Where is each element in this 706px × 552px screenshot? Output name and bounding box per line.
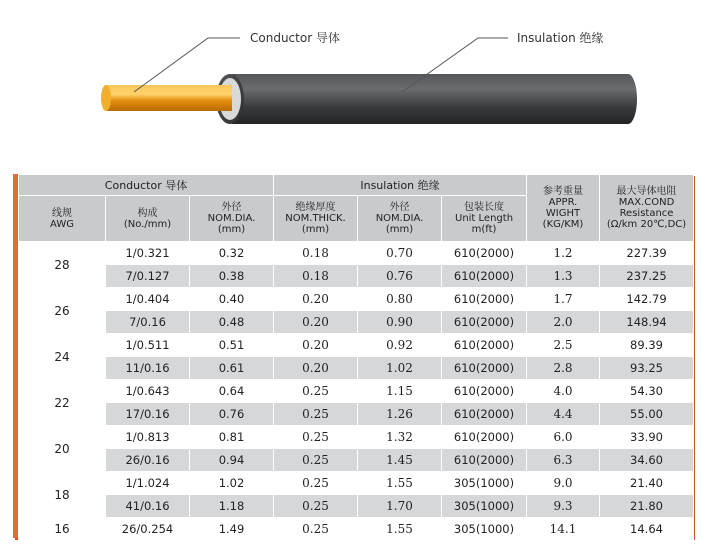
- cell-od-conductor: 0.40: [190, 288, 274, 311]
- cell-weight: 2.8: [527, 357, 600, 380]
- spec-table: [18, 174, 694, 541]
- cell-length: 610(2000): [442, 380, 527, 403]
- col-header-od-conductor: 外径 NOM.DIA. (mm): [190, 196, 274, 242]
- cell-length: 610(2000): [442, 357, 527, 380]
- cell-od-insulation: 0.76: [358, 265, 442, 288]
- cell-construction: 1/0.321: [106, 242, 190, 265]
- cell-awg: 18: [19, 472, 106, 518]
- conductor-core: [106, 85, 232, 111]
- col-header-length: 包装长度 Unit Length m(ft): [442, 196, 527, 242]
- table-row: [19, 403, 694, 426]
- cell-weight: 1.3: [527, 265, 600, 288]
- table-row: [19, 449, 694, 472]
- table-row: [19, 472, 694, 495]
- cell-thickness: 0.25: [274, 518, 358, 541]
- cell-length: 610(2000): [442, 288, 527, 311]
- cable-illustration: [0, 0, 706, 160]
- cell-length: 305(1000): [442, 518, 527, 541]
- cell-od-conductor: 0.51: [190, 334, 274, 357]
- insulation-label: Insulation 绝缘: [517, 31, 604, 45]
- col-header-awg: 线规 AWG: [19, 196, 106, 242]
- cell-awg: 24: [19, 334, 106, 380]
- cell-construction: 1/1.024: [106, 472, 190, 495]
- cell-resistance: 33.90: [600, 426, 694, 449]
- cell-od-insulation: 1.70: [358, 495, 442, 518]
- cell-awg: 26: [19, 288, 106, 334]
- group-header-insulation: Insulation 绝缘: [274, 175, 527, 196]
- table-row: [19, 288, 694, 311]
- cell-construction: 1/0.643: [106, 380, 190, 403]
- cell-od-insulation: 0.70: [358, 242, 442, 265]
- cell-construction: 26/0.16: [106, 449, 190, 472]
- cell-construction: 7/0.127: [106, 265, 190, 288]
- cell-awg: 20: [19, 426, 106, 472]
- table-row: [19, 518, 694, 541]
- cell-construction: 17/0.16: [106, 403, 190, 426]
- cell-od-conductor: 0.48: [190, 311, 274, 334]
- cell-construction: 1/0.813: [106, 426, 190, 449]
- insulation-jacket: [232, 74, 637, 124]
- cell-od-insulation: 0.80: [358, 288, 442, 311]
- cell-length: 305(1000): [442, 472, 527, 495]
- cell-construction: 11/0.16: [106, 357, 190, 380]
- cell-awg: 28: [19, 242, 106, 288]
- cell-resistance: 237.25: [600, 265, 694, 288]
- cell-od-conductor: 0.32: [190, 242, 274, 265]
- cell-resistance: 21.40: [600, 472, 694, 495]
- cell-weight: 4.4: [527, 403, 600, 426]
- cell-resistance: 54.30: [600, 380, 694, 403]
- cell-thickness: 0.25: [274, 380, 358, 403]
- cell-resistance: 93.25: [600, 357, 694, 380]
- table-row: [19, 357, 694, 380]
- table-row: [19, 265, 694, 288]
- cell-od-insulation: 1.15: [358, 380, 442, 403]
- cell-construction: 1/0.404: [106, 288, 190, 311]
- cell-weight: 14.1: [527, 518, 600, 541]
- cell-weight: 2.5: [527, 334, 600, 357]
- cell-thickness: 0.18: [274, 265, 358, 288]
- cell-od-conductor: 1.18: [190, 495, 274, 518]
- cell-weight: 2.0: [527, 311, 600, 334]
- cell-weight: 4.0: [527, 380, 600, 403]
- cell-length: 610(2000): [442, 334, 527, 357]
- cell-od-insulation: 1.32: [358, 426, 442, 449]
- col-header-thickness: 绝缘厚度 NOM.THICK. (mm): [274, 196, 358, 242]
- cell-thickness: 0.25: [274, 426, 358, 449]
- cell-thickness: 0.25: [274, 403, 358, 426]
- cell-od-conductor: 0.38: [190, 265, 274, 288]
- cell-od-conductor: 1.02: [190, 472, 274, 495]
- cell-length: 610(2000): [442, 426, 527, 449]
- cell-weight: 6.0: [527, 426, 600, 449]
- col-header-od-insulation: 外径 NOM.DIA. (mm): [358, 196, 442, 242]
- spec-table-frame: [13, 174, 693, 538]
- table-row: [19, 334, 694, 357]
- cell-od-conductor: 0.94: [190, 449, 274, 472]
- cell-thickness: 0.18: [274, 242, 358, 265]
- cell-thickness: 0.20: [274, 334, 358, 357]
- cell-construction: 41/0.16: [106, 495, 190, 518]
- cell-awg: 22: [19, 380, 106, 426]
- cell-construction: 7/0.16: [106, 311, 190, 334]
- cell-thickness: 0.25: [274, 449, 358, 472]
- cell-weight: 6.3: [527, 449, 600, 472]
- cell-length: 305(1000): [442, 495, 527, 518]
- conductor-end: [101, 85, 111, 111]
- cell-length: 610(2000): [442, 311, 527, 334]
- table-row: [19, 495, 694, 518]
- cell-construction: 1/0.511: [106, 334, 190, 357]
- cell-resistance: 89.39: [600, 334, 694, 357]
- spec-table-body: [19, 242, 694, 541]
- col-header-weight: 参考重量 APPR. WIGHT (KG/KM): [527, 175, 600, 242]
- cell-resistance: 148.94: [600, 311, 694, 334]
- group-header-conductor: Conductor 导体: [19, 175, 274, 196]
- cell-od-insulation: 1.02: [358, 357, 442, 380]
- cell-od-insulation: 1.26: [358, 403, 442, 426]
- cell-od-conductor: 0.76: [190, 403, 274, 426]
- cell-od-insulation: 0.90: [358, 311, 442, 334]
- cell-weight: 1.7: [527, 288, 600, 311]
- cell-resistance: 14.64: [600, 518, 694, 541]
- table-row: [19, 426, 694, 449]
- cell-weight: 9.0: [527, 472, 600, 495]
- cell-thickness: 0.20: [274, 288, 358, 311]
- table-row: [19, 380, 694, 403]
- cell-thickness: 0.25: [274, 495, 358, 518]
- cell-resistance: 21.80: [600, 495, 694, 518]
- cell-od-conductor: 0.61: [190, 357, 274, 380]
- cell-weight: 9.3: [527, 495, 600, 518]
- cell-resistance: 142.79: [600, 288, 694, 311]
- cell-od-conductor: 0.81: [190, 426, 274, 449]
- cell-od-insulation: 1.45: [358, 449, 442, 472]
- cell-length: 610(2000): [442, 449, 527, 472]
- cell-thickness: 0.25: [274, 472, 358, 495]
- table-row: [19, 311, 694, 334]
- table-row: [19, 242, 694, 265]
- cell-thickness: 0.20: [274, 357, 358, 380]
- cell-od-insulation: 1.55: [358, 472, 442, 495]
- cell-od-conductor: 0.64: [190, 380, 274, 403]
- conductor-label: Conductor 导体: [250, 31, 340, 45]
- cell-resistance: 55.00: [600, 403, 694, 426]
- cell-length: 610(2000): [442, 242, 527, 265]
- cell-thickness: 0.20: [274, 311, 358, 334]
- cell-resistance: 227.39: [600, 242, 694, 265]
- cell-od-insulation: 1.55: [358, 518, 442, 541]
- col-header-construction: 构成 (No./mm): [106, 196, 190, 242]
- cell-resistance: 34.60: [600, 449, 694, 472]
- cell-od-insulation: 0.92: [358, 334, 442, 357]
- cell-length: 610(2000): [442, 403, 527, 426]
- cell-od-conductor: 1.49: [190, 518, 274, 541]
- cell-length: 610(2000): [442, 265, 527, 288]
- cell-construction: 26/0.254: [106, 518, 190, 541]
- cell-awg: 16: [19, 518, 106, 541]
- col-header-resistance: 最大导体电阻 MAX.COND Resistance (Ω/km 20℃,DC): [600, 175, 694, 242]
- cell-weight: 1.2: [527, 242, 600, 265]
